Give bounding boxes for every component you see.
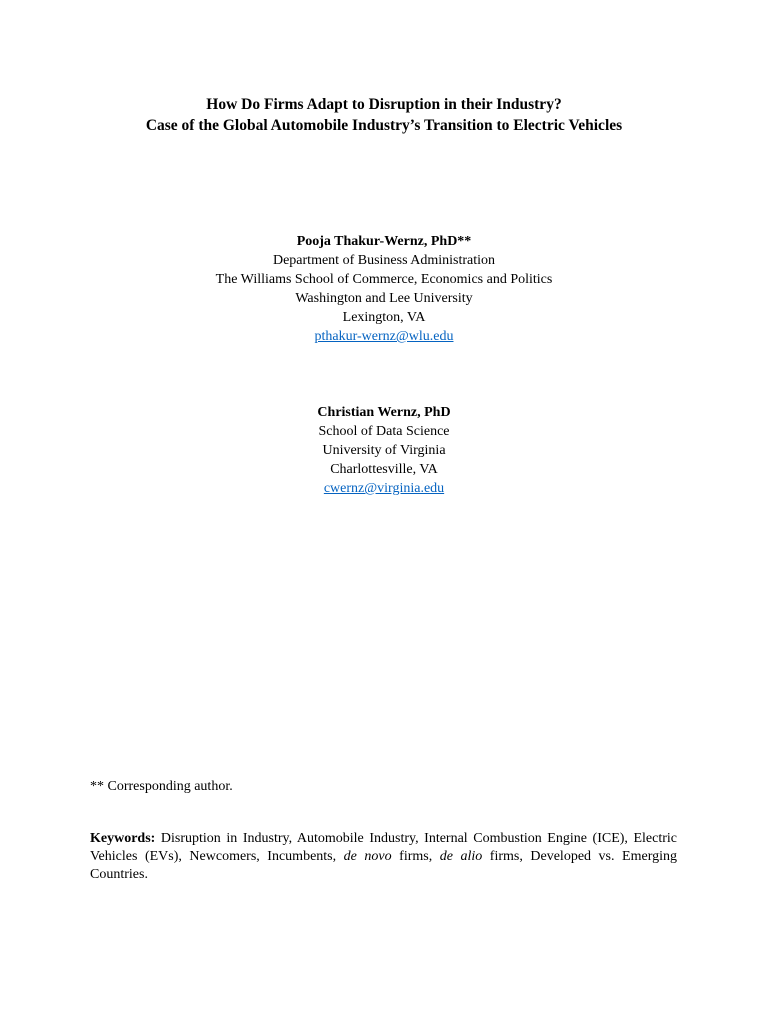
paper-title xyxy=(0,94,768,136)
corresponding-author-footnote: ** Corresponding author. xyxy=(90,779,233,794)
author-department: Department of Business Administration xyxy=(272,253,496,268)
title-line-1: How Do Firms Adapt to Disruption in their Industry? xyxy=(206,96,562,113)
author-university: Washington and Lee University xyxy=(295,291,473,306)
keywords-paragraph xyxy=(90,830,677,884)
author-location: Charlottesville, VA xyxy=(330,462,438,477)
author-university: University of Virginia xyxy=(322,443,446,458)
author-email-link[interactable]: pthakur-wernz@wlu.edu xyxy=(314,329,454,344)
author-school: The Williams School of Commerce, Economics and Politics xyxy=(215,272,553,287)
keyword-de-alio: de alio xyxy=(439,849,483,864)
author-email-link[interactable]: cwernz@virginia.edu xyxy=(323,481,445,496)
author-block-1 xyxy=(0,232,768,346)
title-line-2: Case of the Global Automobile Industry’s Transition to Electric Vehicles xyxy=(145,117,623,134)
author-name: Pooja Thakur-Wernz, PhD** xyxy=(296,234,472,249)
keywords-text: Disruption in Industry, Automobile Industry, Internal Combustion Engine (ICE), Electric Vehicles (EVs), Newcomers, Incumbents, xyxy=(90,831,677,864)
keywords-text: firms, xyxy=(391,849,440,864)
author-name: Christian Wernz, PhD xyxy=(317,405,451,420)
keyword-de-novo: de novo xyxy=(343,849,392,864)
keywords-text: firms, Developed vs. Emerging Countries. xyxy=(90,849,677,882)
author-location: Lexington, VA xyxy=(342,310,426,325)
author-department: School of Data Science xyxy=(318,424,450,439)
keywords-label: Keywords: xyxy=(90,831,156,846)
author-block-2 xyxy=(0,403,768,498)
